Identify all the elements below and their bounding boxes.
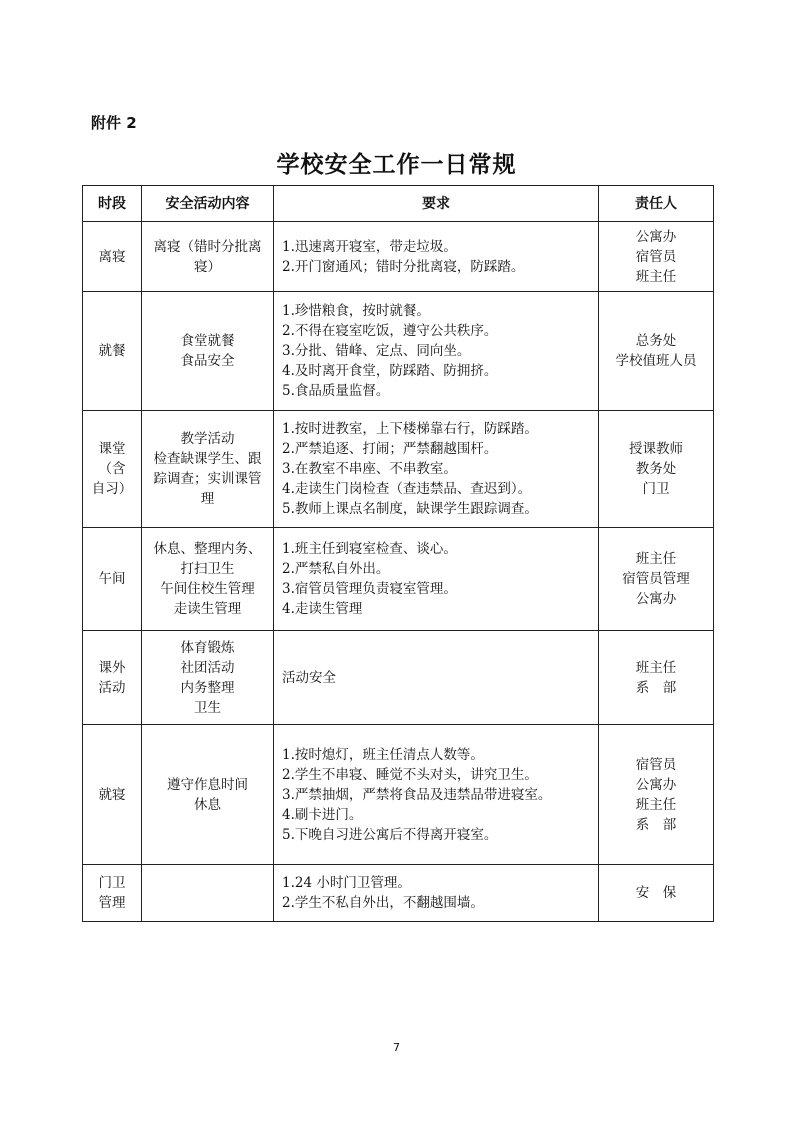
responsible-cell [599, 292, 714, 411]
period-line: 就寝 [98, 786, 126, 803]
activity-cell [142, 631, 274, 725]
responsible-line: 班主任 [635, 268, 677, 285]
responsible-line: 公寓办 [635, 591, 677, 607]
period-line: 午间 [98, 571, 126, 587]
responsible-line: 系 部 [635, 679, 677, 696]
requirement-line: 3.宿管员管理负责寝室管理。 [282, 581, 457, 597]
activity-line: 休息、整理内务、打扫卫生 [153, 541, 262, 577]
period-cell [83, 528, 142, 631]
table-header-row [83, 186, 714, 222]
period-line: 管理 [98, 895, 126, 911]
responsible-cell [599, 411, 714, 528]
activity-line: 午间住校生管理 [160, 581, 255, 597]
page-number: 7 [393, 1041, 400, 1054]
requirement-cell [274, 725, 599, 865]
safety-routine-table [82, 185, 714, 922]
activity-line: 食堂就餐 [180, 333, 235, 349]
activity-line: 教学活动 [180, 431, 235, 447]
activity-cell [142, 725, 274, 865]
activity-line: 走读生管理 [173, 601, 242, 617]
requirement-line: 5.下晚自习进公寓后不得离开寝室。 [282, 826, 498, 843]
period-cell [83, 631, 142, 725]
activity-line: 卫生 [194, 699, 221, 716]
requirement-line: 2.学生不私自外出，不翻越围墙。 [282, 895, 484, 911]
requirement-line: 5.教师上课点名制度，缺课学生跟踪调查。 [282, 501, 538, 517]
responsible-line: 授课教师 [629, 441, 683, 457]
activity-line: 食品安全 [180, 353, 235, 369]
requirement-line: 1.迅速离开寝室，带走垃圾。 [282, 238, 457, 255]
activity-line: 遵守作息时间 [167, 776, 248, 793]
responsible-line: 宿管员 [635, 248, 677, 265]
responsible-line: 宿管员管理 [622, 571, 690, 587]
header-activity: 安全活动内容 [142, 186, 274, 222]
requirement-line: 5.食品质量监督。 [282, 383, 390, 399]
requirement-line: 1.按时熄灯，班主任清点人数等。 [282, 746, 484, 763]
requirement-line: 3.分批、错峰、定点、同向坐。 [282, 343, 471, 359]
requirement-line: 4.刷卡进门。 [282, 806, 363, 823]
period-cell [83, 411, 142, 528]
responsible-line: 班主任 [635, 796, 677, 813]
period-line: 门卫 [98, 875, 126, 891]
responsible-cell [599, 865, 714, 922]
period-cell [83, 725, 142, 865]
table-row [83, 528, 714, 631]
activity-cell [142, 528, 274, 631]
header-period: 时段 [83, 186, 142, 222]
responsible-line: 教务处 [635, 461, 677, 477]
period-line: （含 [98, 461, 126, 477]
document-title: 学校安全工作一日常规 [276, 152, 517, 178]
requirement-line: 1.班主任到寝室检查、谈心。 [282, 541, 457, 557]
requirement-cell [274, 631, 599, 725]
period-line: 就餐 [98, 343, 126, 359]
requirement-line: 2.学生不串寝、睡觉不头对头，讲究卫生。 [282, 766, 538, 783]
header-requirement: 要求 [274, 186, 599, 222]
requirement-cell [274, 865, 599, 922]
responsible-line: 系 部 [635, 816, 677, 833]
requirement-line: 2.严禁私自外出。 [282, 561, 390, 577]
requirement-cell [274, 292, 599, 411]
requirement-line: 2.严禁追逐、打闹；严禁翻越围杆。 [282, 441, 498, 457]
requirement-cell [274, 222, 599, 292]
table-row [83, 222, 714, 292]
responsible-cell [599, 222, 714, 292]
requirement-line: 4.走读生管理 [282, 601, 363, 617]
table-row [83, 725, 714, 865]
activity-line: 休息 [194, 796, 221, 813]
activity-cell [142, 292, 274, 411]
period-line: 活动 [98, 679, 126, 696]
requirement-line: 3.在教室不串座、不串教室。 [282, 461, 457, 477]
activity-line: 社团活动 [180, 659, 235, 676]
period-cell [83, 222, 142, 292]
responsible-line: 班主任 [635, 551, 677, 567]
responsible-cell [599, 725, 714, 865]
responsible-line: 班主任 [635, 659, 677, 676]
period-cell [83, 865, 142, 922]
table-row [83, 292, 714, 411]
requirement-line: 2.不得在寝室吃饭，遵守公共秩序。 [282, 323, 498, 339]
responsible-line: 公寓办 [635, 776, 677, 793]
period-line: 自习） [91, 481, 133, 497]
responsible-line: 总务处 [635, 333, 677, 349]
requirement-line: 4.走读生门岗检查（查违禁品、查迟到）。 [282, 481, 532, 497]
table-row [83, 411, 714, 528]
activity-line: 离寝（错时分批离寝） [153, 238, 262, 275]
requirement-line: 3.严禁抽烟，严禁将食品及违禁品带进寝室。 [282, 786, 552, 803]
responsible-cell [599, 631, 714, 725]
activity-line: 检查缺课学生、跟踪调查；实训课管理 [153, 451, 262, 507]
period-line: 课堂 [98, 441, 126, 457]
responsible-line: 门卫 [642, 481, 670, 497]
responsible-line: 安 保 [635, 885, 677, 901]
activity-line: 内务整理 [180, 679, 235, 696]
responsible-line: 宿管员 [635, 756, 677, 773]
requirement-line: 1.24 小时门卫管理。 [282, 875, 411, 891]
header-responsible: 责任人 [599, 186, 714, 222]
activity-cell [142, 865, 274, 922]
activity-cell [142, 411, 274, 528]
period-line: 课外 [98, 659, 126, 676]
responsible-cell [599, 528, 714, 631]
attachment-label: 附件 2 [91, 114, 137, 132]
requirement-line: 1.珍惜粮食，按时就餐。 [282, 303, 430, 319]
requirement-line: 1.按时进教室，上下楼梯靠右行，防踩踏。 [282, 421, 538, 437]
period-cell [83, 292, 142, 411]
requirement-cell [274, 411, 599, 528]
requirement-line: 2.开门窗通风；错时分批离寝，防踩踏。 [282, 258, 525, 275]
requirement-line: 活动安全 [282, 669, 336, 686]
table-row [83, 631, 714, 725]
responsible-line: 学校值班人员 [615, 353, 697, 369]
responsible-line: 公寓办 [635, 228, 677, 245]
requirement-cell [274, 528, 599, 631]
activity-cell [142, 222, 274, 292]
period-line: 离寝 [98, 248, 126, 265]
requirement-line: 4.及时离开食堂，防踩踏、防拥挤。 [282, 363, 498, 379]
activity-line: 体育锻炼 [180, 639, 235, 656]
table-row [83, 865, 714, 922]
